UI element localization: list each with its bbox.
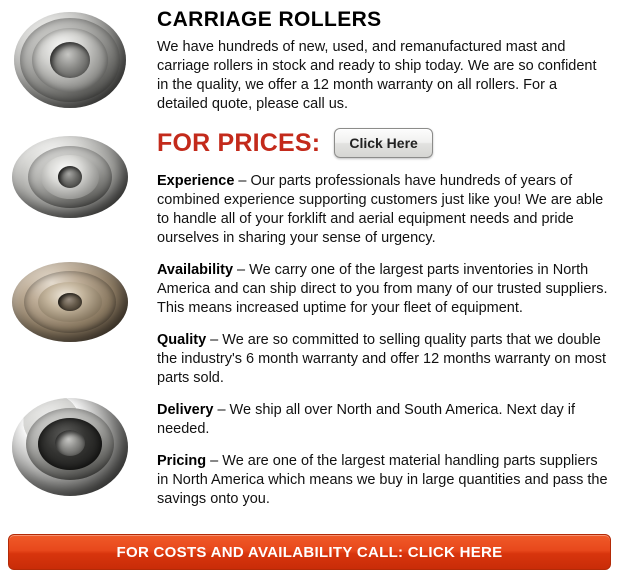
content-column (157, 0, 619, 522)
page-title: CARRIAGE ROLLERS (157, 8, 382, 31)
feature-delivery (157, 401, 611, 439)
feature-availability-heading: Availability (157, 262, 234, 278)
feature-availability (157, 261, 611, 318)
v-groove-carriage-roller-image (8, 8, 134, 112)
costs-availability-cta-button[interactable] (8, 534, 611, 570)
feature-quality-heading: Quality (157, 332, 207, 348)
feature-quality-text: – We are so committed to selling quality parts that we double the industry's 6 month warranty and offer 12 months warranty on most parts sold. (157, 332, 606, 386)
feature-delivery-heading: Delivery (157, 402, 214, 418)
feature-pricing (157, 452, 611, 509)
click-here-button[interactable]: Click Here (334, 128, 432, 158)
roller-bore (58, 166, 82, 188)
feature-quality (157, 331, 611, 388)
feature-delivery-text: – We ship all over North and South America. Next day if needed. (157, 402, 576, 437)
roller-bore (55, 430, 85, 456)
feature-availability-text: – We carry one of the largest parts inventories in North America and can ship direct to you from many of our trusted suppliers. This means increased uptime for your fleet of equipment. (157, 262, 608, 316)
for-prices-row (157, 128, 611, 158)
cta-label: FOR COSTS AND AVAILABILITY CALL: CLICK HERE (116, 543, 503, 561)
feature-pricing-heading: Pricing (157, 453, 207, 469)
flanged-mast-roller-image (8, 128, 134, 224)
for-prices-label: FOR PRICES: (157, 128, 321, 157)
feature-experience (157, 172, 611, 248)
cylindrical-carriage-roller-image (8, 388, 134, 506)
bronze-flat-sheave-roller-image (8, 258, 134, 348)
feature-pricing-text: – We are one of the largest material handling parts suppliers in North America which means we buy in large quantities and pass the savings onto you. (157, 453, 608, 507)
feature-experience-text: – Our parts professionals have hundreds of years of combined experience supporting customers just like you! We are able to handle all of your forklift and aerial equipment needs and pride ourselves in sharing your sense of urgency. (157, 173, 604, 246)
intro-paragraph: We have hundreds of new, used, and remanufactured mast and carriage rollers in stock and ready to ship today. We are so confident in the quality, we offer a 12 month warranty on all rollers. For a detailed quote, please call us. (157, 39, 597, 112)
product-image-column (0, 0, 148, 530)
roller-bore (58, 293, 82, 311)
feature-experience-heading: Experience (157, 173, 235, 189)
roller-bore (50, 42, 90, 78)
